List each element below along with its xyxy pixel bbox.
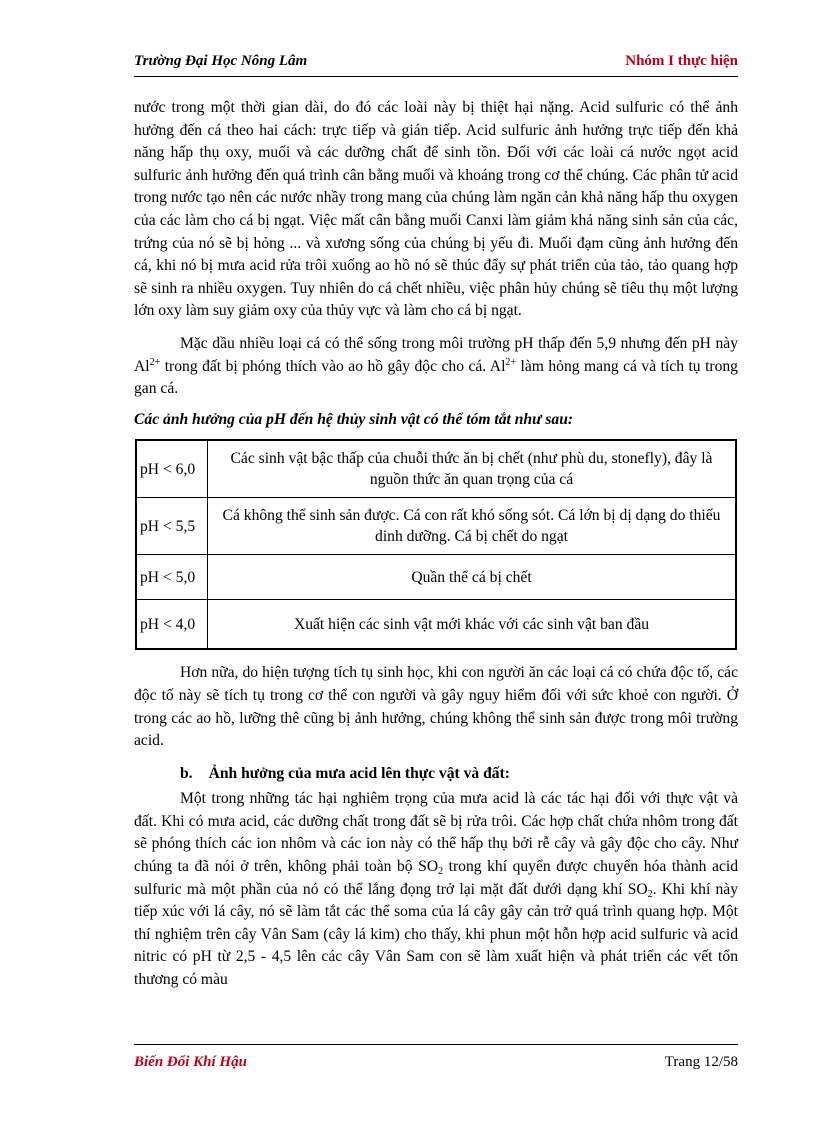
ph-value-cell: pH < 4,0 [136, 600, 208, 650]
effect-cell: Các sinh vật bậc thấp của chuỗi thức ăn bị chết (như phù du, stonefly), đây là nguồn thức ăn quan trọng của cá [208, 440, 737, 498]
section-heading [134, 763, 738, 786]
effect-cell: Quần thể cá bị chết [208, 555, 737, 600]
superscript: 2+ [505, 356, 517, 368]
text-run: làm hỏng mang cá và tích tụ trong gan cá. [134, 357, 738, 398]
superscript: 2+ [149, 356, 161, 368]
ph-value-cell: pH < 5,5 [136, 498, 208, 555]
table-row [136, 498, 736, 555]
paragraph-aluminium-ph [134, 333, 738, 401]
paragraph-bioaccumulation: Hơn nữa, do hiện tượng tích tụ sinh học, khi con người ăn các loại cá có chứa độc tố, các độc tố này sẽ tích tụ trong cơ thể con người và gây nguy hiểm đối với sức khoẻ con người. Ở trong các ao hồ, lưỡng thê cũng bị ảnh hưởng, chúng không thể sinh sản được trong môi trường acid. [134, 664, 738, 750]
header-school-name: Trường Đại Học Nông Lâm [134, 53, 308, 69]
text-run: . Khi khí này tiếp xúc với lá cây, nó sẽ làm tắt các thể soma của lá cây gây cản trở quá trình quang hợp. Một thí nghiệm trên cây Vân Sam (cây lá kim) cho thấy, khi phun một hỗn hợp acid sulfuric và acid nitric có pH từ 2,5 - 4,5 lên các cây Vân Sam con sẽ làm xuất hiện và phát triển các vết tổn thương có màu [134, 880, 738, 989]
ph-effects-table [135, 439, 737, 650]
paragraph-plants-soil [134, 788, 738, 991]
text-run: Một trong những tác hại nghiêm trọng của mưa acid là các tác hại đối với thực vật và đất. Khi có mưa acid, các dưỡng chất trong đất sẽ bị rửa trôi. Các hợp chất chứa nhôm trong đất sẽ phóng thích các ion nhôm và các ion này có thể hấp thụ bởi rễ cây và gây độc cho cây. Như chúng ta đã nói ở trên, không phải toàn bộ SO [134, 790, 738, 876]
header-group-label: Nhóm I thực hiện [625, 53, 738, 69]
footer-document-title: Biến Đổi Khí Hậu [134, 1054, 247, 1070]
effect-cell: Cá không thể sinh sản được. Cá con rất khó sống sót. Cá lớn bị dị dạng do thiếu dinh dưỡng. Cá bị chết do ngạt [208, 498, 737, 555]
text-run: trong đất bị phóng thích vào ao hồ gây độc cho cá. Al [160, 357, 506, 375]
table-row [136, 555, 736, 600]
paragraph-fish-acid-effects: nước trong một thời gian dài, do đó các loài này bị thiệt hại nặng. Acid sulfuric có thể ảnh hưởng đến cá theo hai cách: trực tiếp và gián tiếp. Acid sulfuric ảnh hưởng trực tiếp đến khả năng hấp thụ oxy, muối và các dưỡng chất để sinh tồn. Đối với các loài cá nước ngọt acid sulfuric ảnh hưởng đến quá trình cân bằng muối và khoáng trong cơ thể chúng. Các phân tử acid trong nước tạo nên các nước nhầy trong mang của chúng làm ngăn cản khả năng hấp thu oxygen của các làm cho cá bị ngạt. Việc mất cân bằng muối Canxi làm giảm khả năng sinh sản của các, trứng của nó sẽ bị hỏng ... và xương sống của chúng bị yếu đi. Muối đạm cũng ảnh hưởng đến cá, khi nó bị mưa acid rửa trôi xuống ao hồ nó sẽ thúc đẩy sự phát triển của tảo, tảo quang hợp sẽ sinh ra nhiều oxygen. Tuy nhiên do cá chết nhiều, việc phân hủy chúng sẽ tiêu thụ một lượng lớn oxy làm suy giảm oxy của thủy vực và làm cho cá bị ngạt. [134, 99, 738, 320]
ph-value-cell: pH < 6,0 [136, 440, 208, 498]
subscript: 2 [438, 866, 444, 878]
subscript: 2 [647, 888, 653, 900]
page-header [134, 50, 738, 77]
table-caption: Các ảnh hưởng của pH đến hệ thủy sinh vật có thể tóm tắt như sau: [134, 410, 574, 428]
page-footer [134, 1044, 738, 1079]
footer-page-number: Trang 12/58 [664, 1054, 738, 1070]
section-marker: b. [180, 764, 193, 782]
ph-value-cell: pH < 5,0 [136, 555, 208, 600]
text-run: Mặc dầu nhiều loại cá có thể sống trong môi trường pH thấp đến 5,9 nhưng đến pH này Al [134, 334, 738, 375]
page-body [134, 97, 738, 992]
table-row [136, 440, 736, 498]
effect-cell: Xuất hiện các sinh vật mới khác với các sinh vật ban đầu [208, 600, 737, 650]
text-run: trong khí quyển được chuyển hóa thành acid sulfuric mà một phần của nó có thể lắng đọng trở lại mặt đất dưới dạng khí SO [134, 858, 739, 898]
section-heading-text: Ảnh hưởng của mưa acid lên thực vật và đất: [208, 764, 510, 782]
table-row [136, 600, 736, 650]
